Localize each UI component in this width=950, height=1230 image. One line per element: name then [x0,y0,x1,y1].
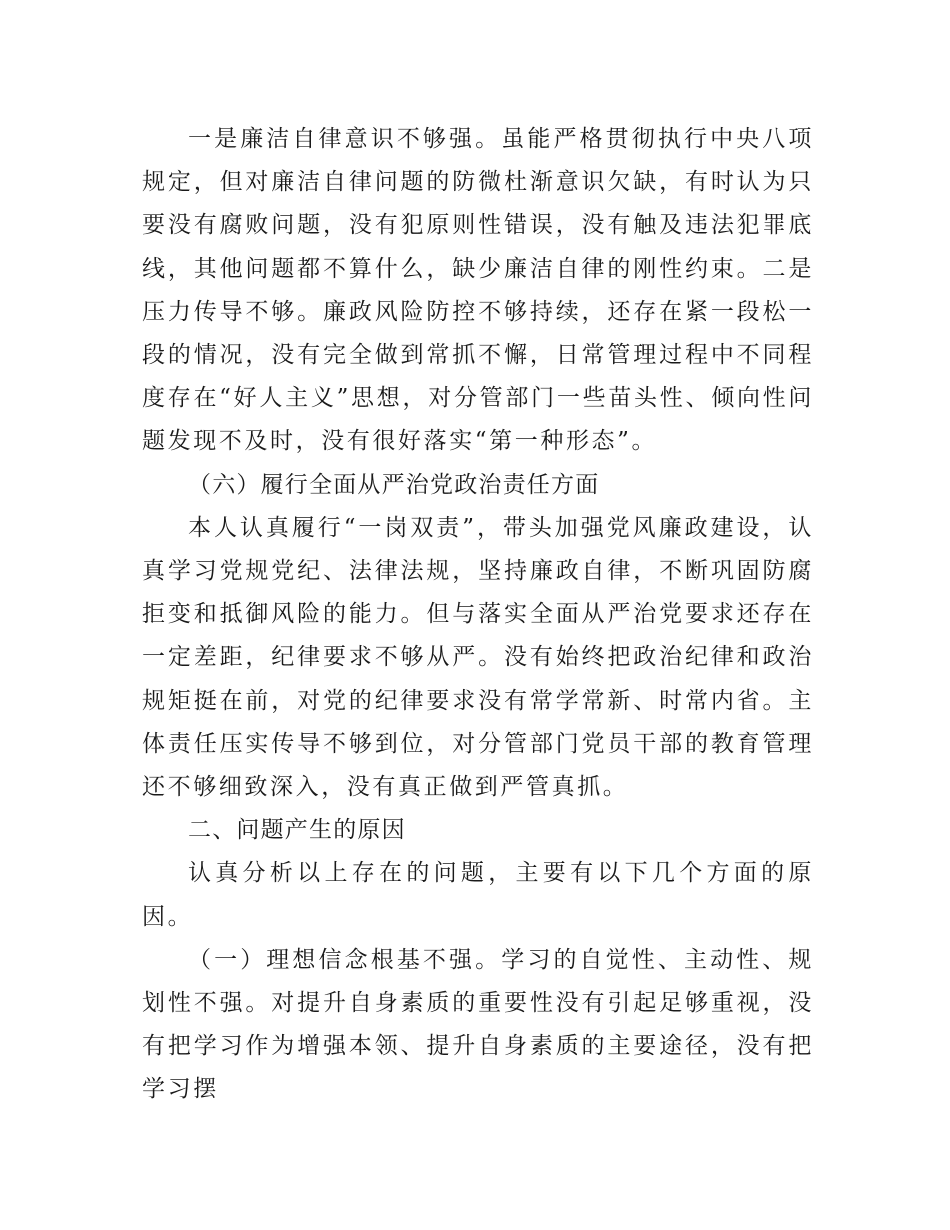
heading-causes: 二、问题产生的原因 [188,817,406,844]
paragraph-responsibility: 本人认真履行“一岗双责”，带头加强党风廉政建设，认真学习党规党纪、法律法规，坚持廉政自律，不断巩固防腐拒变和抵御风险的能力。但与落实全面从严治党要求还存在一定差距，纪律要求不够从严。没有始终把政治纪律和政治规矩挺在前，对党的纪律要求没有常学常新、时常内省。主体责任压实传导不够到位，对分管部门党员干部的教育管理还不够细致深入，没有真正做到严管真抓。 [142,514,814,801]
heading-section-six: （六）履行全面从严治党政治责任方面 [188,471,600,498]
paragraph-integrity: 一是廉洁自律意识不够强。虽能严格贯彻执行中央八项规定，但对廉洁自律问题的防微杜渐意识欠缺，有时认为只要没有腐败问题，没有犯原则性错误，没有触及违法犯罪底线，其他问题都不算什么，缺少廉洁自律的刚性约束。二是压力传导不够。廉政风险防控不够持续，还存在紧一段松一段的情况，没有完全做到常抓不懈，日常管理过程中不同程度存在“好人主义”思想，对分管部门一些苗头性、倾向性问题发现不及时，没有很好落实“第一种形态”。 [142,126,814,455]
paragraph-causes-intro: 认真分析以上存在的问题，主要有以下几个方面的原因。 [142,860,814,930]
paragraph-cause-one: （一）理想信念根基不强。学习的自觉性、主动性、规划性不强。对提升自身素质的重要性没有引起足够重视，没有把学习作为增强本领、提升自身素质的主要途径，没有把学习摆 [142,946,814,1103]
document-page [142,118,814,1112]
